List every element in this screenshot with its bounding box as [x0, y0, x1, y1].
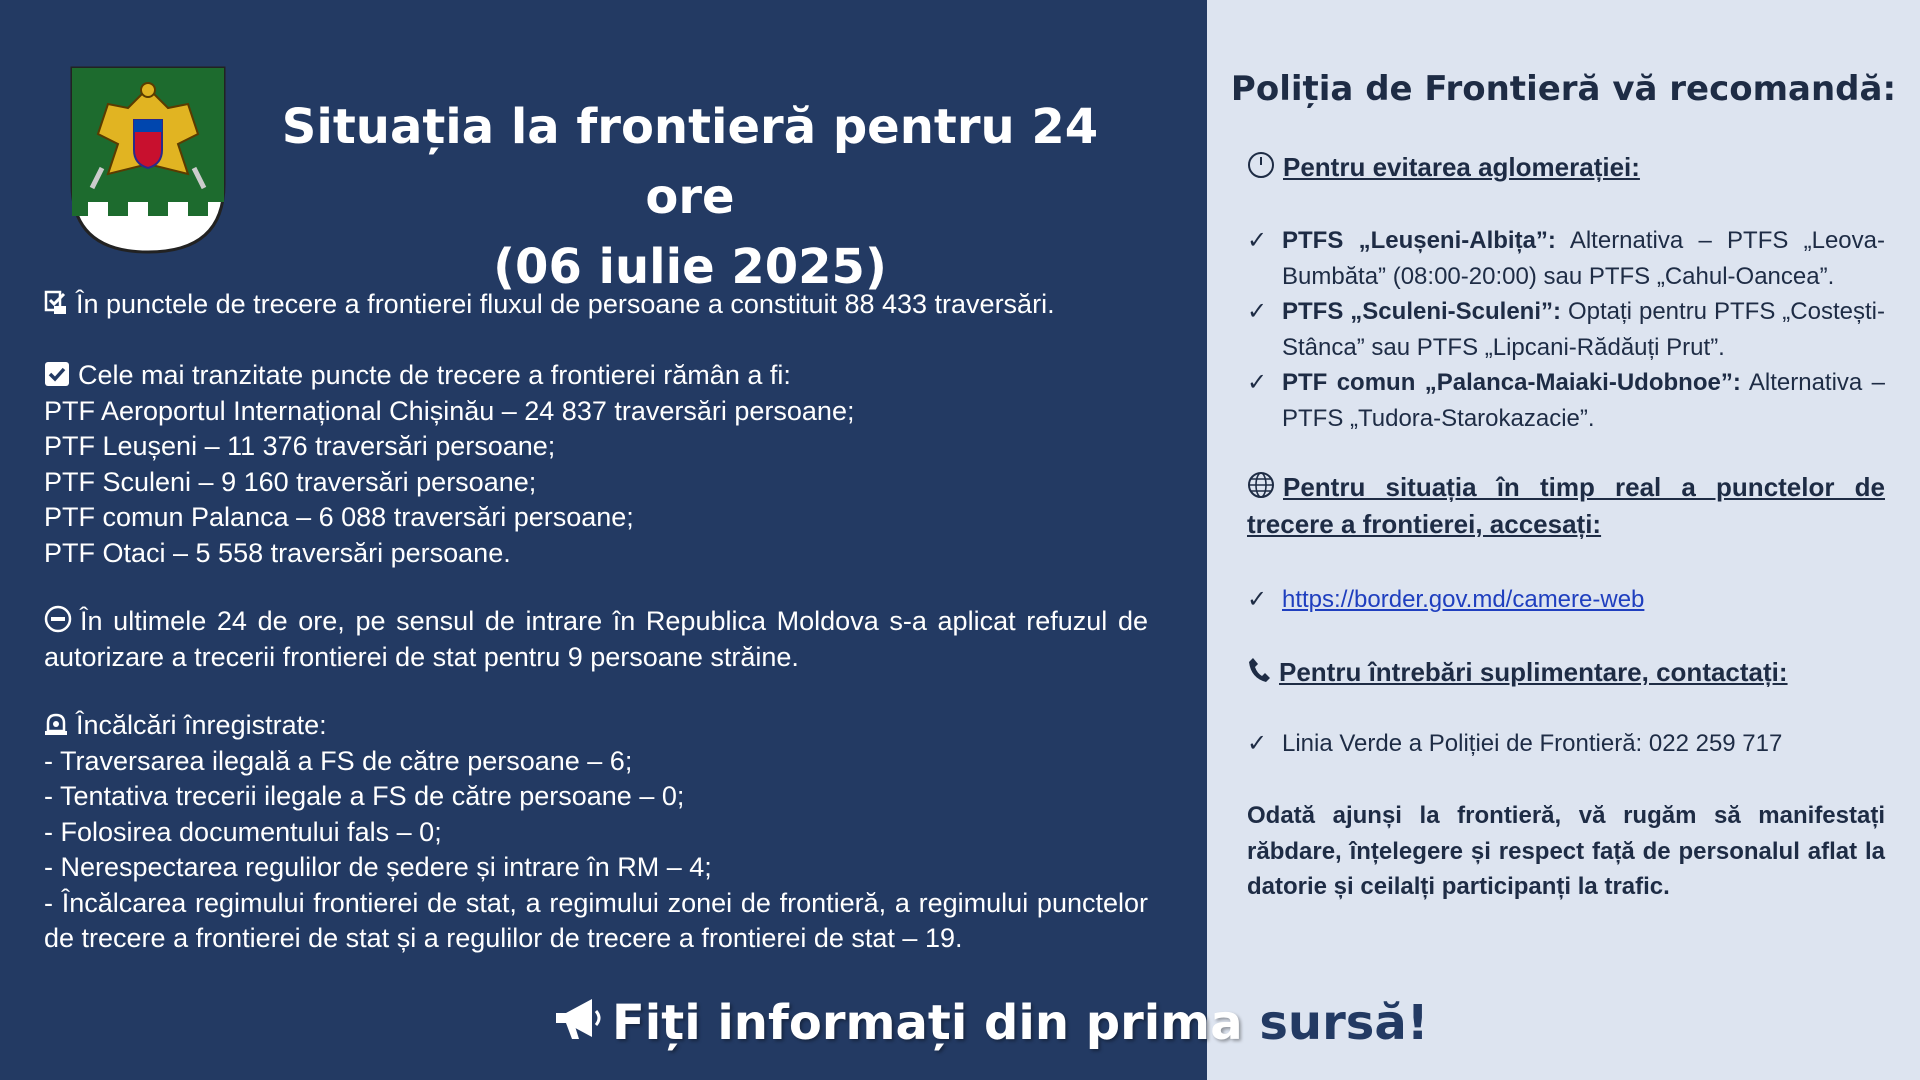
- violation-item: - Traversarea ilegală a FS de către persoane – 6;: [44, 745, 633, 776]
- violation-item: - Nerespectarea regulilor de ședere și intrare în RM – 4;: [44, 852, 712, 882]
- title-line-2: (06 iulie 2025): [493, 239, 887, 295]
- flow-paragraph: [44, 287, 1148, 323]
- congestion-heading: Pentru evitarea aglomerației:: [1283, 152, 1640, 182]
- slogan-dark-letter: s: [1259, 995, 1288, 1051]
- slogan-text: Fiți informați din prima: [612, 995, 1260, 1051]
- hotline-item: [1247, 726, 1885, 762]
- realtime-heading-row: [1247, 470, 1885, 543]
- clock-icon: [1247, 151, 1275, 179]
- violation-item: - Folosirea documentului fals – 0;: [44, 816, 442, 847]
- alarm-icon: [44, 711, 68, 737]
- link-row: [1247, 582, 1885, 618]
- tip-name: PTF comun „Palanca-Maiaki-Udobnoe”:: [1282, 369, 1741, 396]
- title-line-1: Situația la frontieră pentru 24 ore: [281, 99, 1099, 225]
- violation-item: - Tentativa trecerii ilegale a FS de către persoane – 0;: [44, 781, 685, 811]
- megaphone-icon: [552, 993, 606, 1045]
- camere-web-link[interactable]: https://border.gov.md/camere-web: [1282, 586, 1645, 613]
- refusal-paragraph: [44, 604, 1148, 675]
- closing-paragraph: Odată ajunși la frontieră, vă rugăm să manifestați răbdare, înțelegere și respect față de personalul aflat la datorie și ceilalți participanți la trafic.: [1247, 802, 1885, 900]
- border-police-emblem: [68, 64, 228, 256]
- violations-heading-line: [44, 708, 1148, 744]
- busiest-item: PTF Sculeni – 9 160 traversări persoane;: [44, 466, 537, 497]
- hotline-row: [1247, 726, 1885, 762]
- busiest-item: PTF Leușeni – 11 376 traversări persoane;: [44, 431, 556, 461]
- tip-text: Optați pentru PTFS „Costești-Stânca” sau PTFS „Lipcani-Rădăuți Prut”.: [1282, 298, 1885, 361]
- violation-item: - Încălcarea regimului frontierei de stat, a regimului zonei de frontieră, a regimului punctelor de trecere a frontierei de stat și a regulilor de trecere a frontierei de stat – 19.: [44, 887, 1148, 953]
- checkmark-icon: ✓: [1247, 585, 1268, 613]
- globe-icon: [1247, 471, 1275, 499]
- tip-item: [1247, 294, 1885, 365]
- contact-heading: Pentru întrebări suplimentare, contactați:: [1279, 657, 1788, 687]
- tip-item: [1247, 365, 1885, 436]
- passport-icon: [44, 290, 68, 316]
- checkmark-icon: ✓: [1247, 226, 1268, 254]
- busiest-heading: Cele mai tranzitate puncte de trecere a frontierei rămân a fi:: [78, 360, 791, 390]
- busiest-item: PTF Otaci – 5 558 traversări persoane.: [44, 537, 511, 568]
- phone-icon: [1247, 656, 1271, 684]
- flow-text: În punctele de trecere a frontierei fluxul de persoane a constituit 88 433 traversări.: [76, 289, 1055, 319]
- checkmark-icon: ✓: [1247, 297, 1268, 325]
- busiest-section: [44, 358, 1148, 571]
- no-entry-icon: [44, 605, 72, 633]
- link-item: [1247, 582, 1885, 618]
- footer-slogan: [552, 990, 1429, 1056]
- checkbox-icon: [44, 361, 70, 387]
- page-title: [260, 92, 1120, 302]
- checkmark-icon: ✓: [1247, 368, 1268, 396]
- contact-heading-row: [1247, 655, 1885, 692]
- recommend-title: Poliția de Frontieră vă recomandă:: [1230, 69, 1897, 109]
- tip-name: PTFS „Leușeni-Albița”:: [1282, 227, 1556, 254]
- congestion-heading-row: [1247, 150, 1885, 187]
- tip-item: [1247, 223, 1885, 294]
- busiest-heading-line: [44, 358, 1148, 394]
- busiest-item: PTF Aeroportul Internațional Chișinău – 24 837 traversări persoane;: [44, 395, 855, 426]
- busiest-item: PTF comun Palanca – 6 088 traversări persoane;: [44, 502, 634, 532]
- violations-heading: Încălcări înregistrate:: [76, 710, 327, 740]
- slogan-end: ursă!: [1287, 995, 1429, 1051]
- tip-text: Alternativa – PTFS „Leova-Bumbăta” (08:00-20:00) sau PTFS „Cahul-Oancea”.: [1282, 227, 1885, 290]
- violations-section: [44, 708, 1148, 957]
- tip-text: Alternativa – PTFS „Tudora-Starokazacie”.: [1282, 369, 1886, 432]
- realtime-heading: Pentru situația în timp real a punctelor de trecere a frontierei, accesați:: [1247, 472, 1885, 539]
- checkmark-icon: ✓: [1247, 729, 1268, 757]
- tip-name: PTFS „Sculeni-Sculeni”:: [1282, 298, 1562, 325]
- tips-list: [1247, 223, 1885, 436]
- refusal-text: În ultimele 24 de ore, pe sensul de intrare în Republica Moldova s-a aplicat refuzul de autorizare a trecerii frontierei de stat pentru 9 persoane străine.: [44, 606, 1148, 672]
- hotline-text: Linia Verde a Poliției de Frontieră: 022 259 717: [1282, 730, 1783, 757]
